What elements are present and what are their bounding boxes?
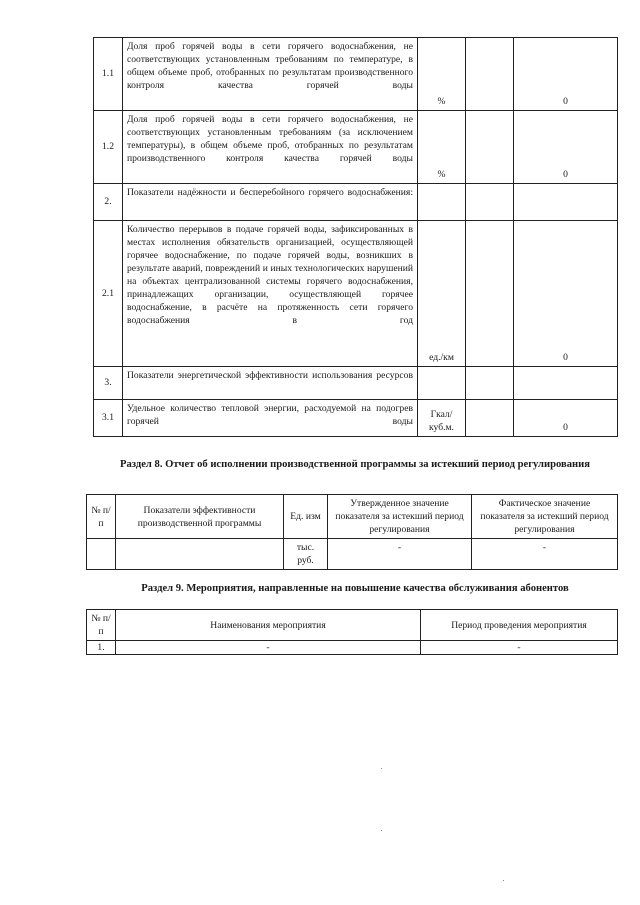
unit-cell: Гкал/ куб.м. <box>418 400 466 437</box>
row-number: 2. <box>94 184 123 221</box>
value-cell: 0 <box>514 221 618 367</box>
row-number <box>87 539 116 570</box>
indicators-table <box>93 37 618 437</box>
unit-cell <box>418 367 466 400</box>
table-row <box>94 221 618 367</box>
section-9-table <box>86 609 618 655</box>
indicator-text: Удельное количество тепловой энергии, расходуемой на подогрев горячей воды <box>123 400 418 437</box>
row-number: 1.1 <box>94 38 123 111</box>
empty-cell <box>466 221 514 367</box>
scan-speck <box>503 880 504 881</box>
indicator-text: Показатели надёжности и бесперебойного горячего водоснабжения: <box>123 184 418 221</box>
empty-cell <box>466 367 514 400</box>
table-row <box>94 367 618 400</box>
section-8-table <box>86 494 618 570</box>
value-cell: 0 <box>514 111 618 184</box>
header-period: Период проведения мероприятия <box>421 610 618 641</box>
unit-cell: % <box>418 38 466 111</box>
unit-cell: % <box>418 111 466 184</box>
empty-cell <box>466 400 514 437</box>
table-row <box>94 184 618 221</box>
row-number: 2.1 <box>94 221 123 367</box>
name-cell: - <box>116 641 421 655</box>
empty-cell <box>466 111 514 184</box>
empty-cell <box>466 184 514 221</box>
header-num: № п/п <box>87 495 116 539</box>
section-8-title: Раздел 8. Отчет об исполнении производственной программы за истекший период регулирования <box>120 459 590 470</box>
row-number: 3.1 <box>94 400 123 437</box>
header-indicator: Показатели эффективности производственной программы <box>116 495 284 539</box>
table-header-row <box>87 495 618 539</box>
section-9-title: Раздел 9. Мероприятия, направленные на повышение качества обслуживания абонентов <box>141 583 569 594</box>
value-cell <box>514 367 618 400</box>
indicator-text: Показатели энергетической эффективности использования ресурсов <box>123 367 418 400</box>
unit-cell: тыс. руб. <box>284 539 328 570</box>
indicator-text: Количество перерывов в подаче горячей воды, зафиксированных в местах исполнения обязательств организацией, осуществляющей горячее водоснабжение, по подаче горячей воды, возникших в результате аварий, повреждений и иных технологических нарушений на объектах централизованной системы горячего водоснабжения, принадлежащих организации, осуществляющей горячее водоснабжение, в расчёте на протяженность сети горячего водоснабжения в год <box>123 221 418 367</box>
indicator-cell <box>116 539 284 570</box>
indicator-text: Доля проб горячей воды в сети горячего водоснабжения, не соответствующих установленным требованиям (за исключением температуры), в общем объеме проб, отобранных по результатам производственного контроля качества горячей воды <box>123 111 418 184</box>
scan-speck <box>381 830 382 831</box>
table-row <box>87 539 618 570</box>
header-approved: Утвержденное значение показателя за истекший период регулирования <box>328 495 472 539</box>
empty-cell <box>466 38 514 111</box>
header-name: Наименования мероприятия <box>116 610 421 641</box>
row-number: 3. <box>94 367 123 400</box>
table-row <box>94 400 618 437</box>
unit-cell: ед./км <box>418 221 466 367</box>
row-number: 1.2 <box>94 111 123 184</box>
approved-cell: - <box>328 539 472 570</box>
header-actual: Фактическое значение показателя за истекший период регулирования <box>472 495 618 539</box>
header-unit: Ед. изм <box>284 495 328 539</box>
actual-cell: - <box>472 539 618 570</box>
table-header-row <box>87 610 618 641</box>
value-cell: 0 <box>514 38 618 111</box>
scan-speck <box>381 768 382 769</box>
unit-cell <box>418 184 466 221</box>
table-row <box>94 38 618 111</box>
table-row <box>94 111 618 184</box>
row-number: 1. <box>87 641 116 655</box>
indicator-text: Доля проб горячей воды в сети горячего водоснабжения, не соответствующих установленным требованиям по температуре, в общем объеме проб, отобранных по результатам производственного контроля качества горячей воды <box>123 38 418 111</box>
value-cell: 0 <box>514 400 618 437</box>
header-num: № п/п <box>87 610 116 641</box>
value-cell <box>514 184 618 221</box>
period-cell: - <box>421 641 618 655</box>
table-row <box>87 641 618 655</box>
